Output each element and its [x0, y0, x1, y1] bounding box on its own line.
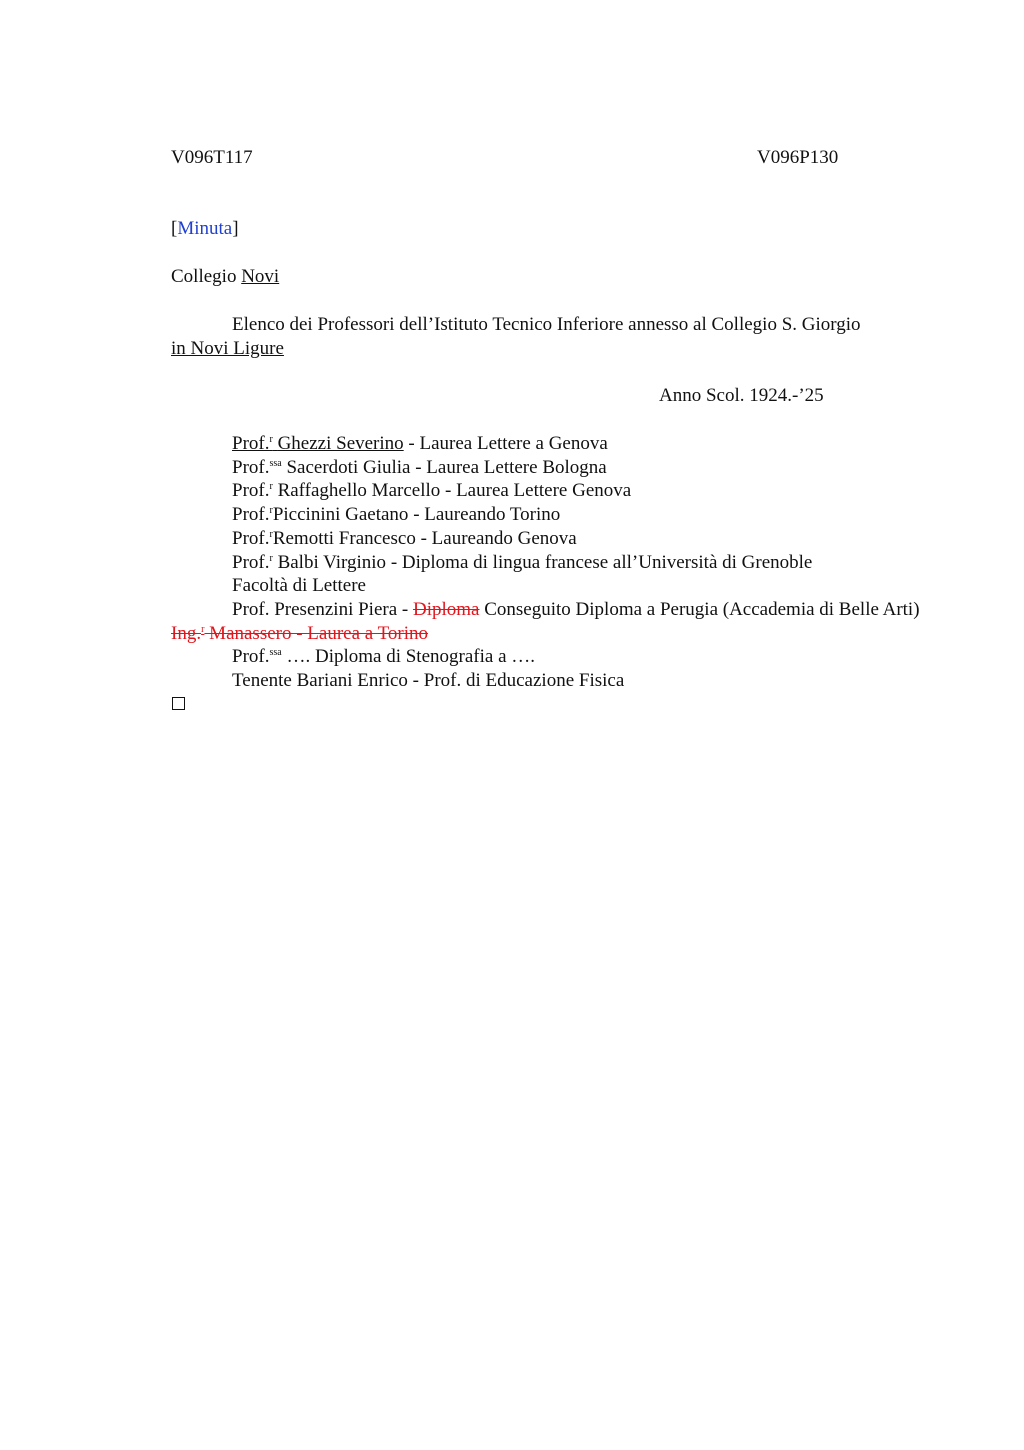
list-item: [171, 551, 931, 575]
list-item: Tenente Bariani Enrico - Prof. di Educazione Fisica: [232, 670, 625, 692]
list-item: [171, 503, 931, 527]
minuta-label: [171, 218, 239, 240]
professor-title-superscript: ssa: [269, 647, 282, 659]
professor-name: Raffaghello Marcello: [272, 480, 441, 502]
list-item: [171, 479, 931, 503]
college-line: [171, 266, 279, 288]
professor-description: - Laurea Lettere Bologna: [410, 456, 607, 478]
professor-name: Remotti Francesco: [272, 527, 416, 549]
college-name: Novi: [241, 266, 280, 287]
heading-paragraph: [171, 313, 931, 337]
professor-title: Prof.: [232, 527, 270, 549]
professor-description: - Laurea Lettere Genova: [440, 480, 632, 502]
presenzini-diploma: Conseguito Diploma a Perugia (Accademia di Belle Arti): [479, 598, 920, 620]
presenzini-intro: Prof. Presenzini Piera -: [232, 598, 413, 620]
minuta-open-bracket: [: [171, 218, 178, 239]
deleted-word: Diploma: [412, 598, 480, 620]
list-item: [171, 456, 931, 480]
heading-location: in Novi Ligure: [171, 338, 284, 359]
professor-description: - Laureando Genova: [415, 527, 577, 549]
professor-name: Piccinini Gaetano: [272, 504, 409, 526]
professor-name: Sacerdoti Giulia: [281, 456, 411, 478]
professor-title: Prof.: [232, 551, 270, 573]
empty-checkbox-glyph: [172, 697, 185, 710]
professor-title: Prof.: [232, 646, 270, 668]
professor-title-superscript: r: [269, 505, 273, 517]
list-item: [171, 598, 931, 645]
heading-second-line: [171, 337, 931, 361]
deleted-entry: Ing.$^r$ Manassero - Laurea a Torino: [171, 622, 429, 644]
list-item: [171, 645, 931, 669]
list-item: [171, 432, 931, 456]
professor-title: Prof.$^r$ Ghezzi Severino: [232, 433, 404, 454]
minuta-text: Minuta: [177, 218, 233, 239]
document-heading: [171, 313, 931, 361]
list-item: [171, 527, 931, 551]
minuta-close-bracket: ]: [232, 218, 239, 239]
professor-name: Balbi Virginio: [272, 551, 387, 573]
professor-list: [171, 432, 931, 693]
professor-title: Prof.: [232, 504, 270, 526]
heading-text: Elenco dei Professori dell’Istituto Tecnico Inferiore annesso al Collegio S. Giorgio: [232, 314, 861, 335]
school-year: Anno Scol. 1924.-’25: [659, 385, 824, 406]
professor-title: Prof.: [232, 480, 270, 502]
steno-description: …. Diploma di Stenografia a ….: [281, 646, 535, 668]
code-right: V096P130: [757, 147, 839, 168]
college-prefix: Collegio: [171, 266, 242, 287]
professor-description: - Diploma di lingua francese all’Università di Grenoble: [386, 551, 813, 573]
professor-title-superscript: ssa: [269, 457, 282, 469]
professor-title: Prof.: [232, 456, 270, 478]
professor-title-superscript: r: [269, 481, 273, 493]
code-left: V096T117: [171, 147, 253, 168]
professor-title-superscript: r: [269, 552, 273, 564]
list-item-continuation: Facoltà di Lettere: [232, 575, 366, 597]
professor-title-superscript: r: [269, 528, 273, 540]
professor-description: - Laurea Lettere a Genova: [403, 433, 608, 454]
professor-description: - Laureando Torino: [408, 504, 561, 526]
